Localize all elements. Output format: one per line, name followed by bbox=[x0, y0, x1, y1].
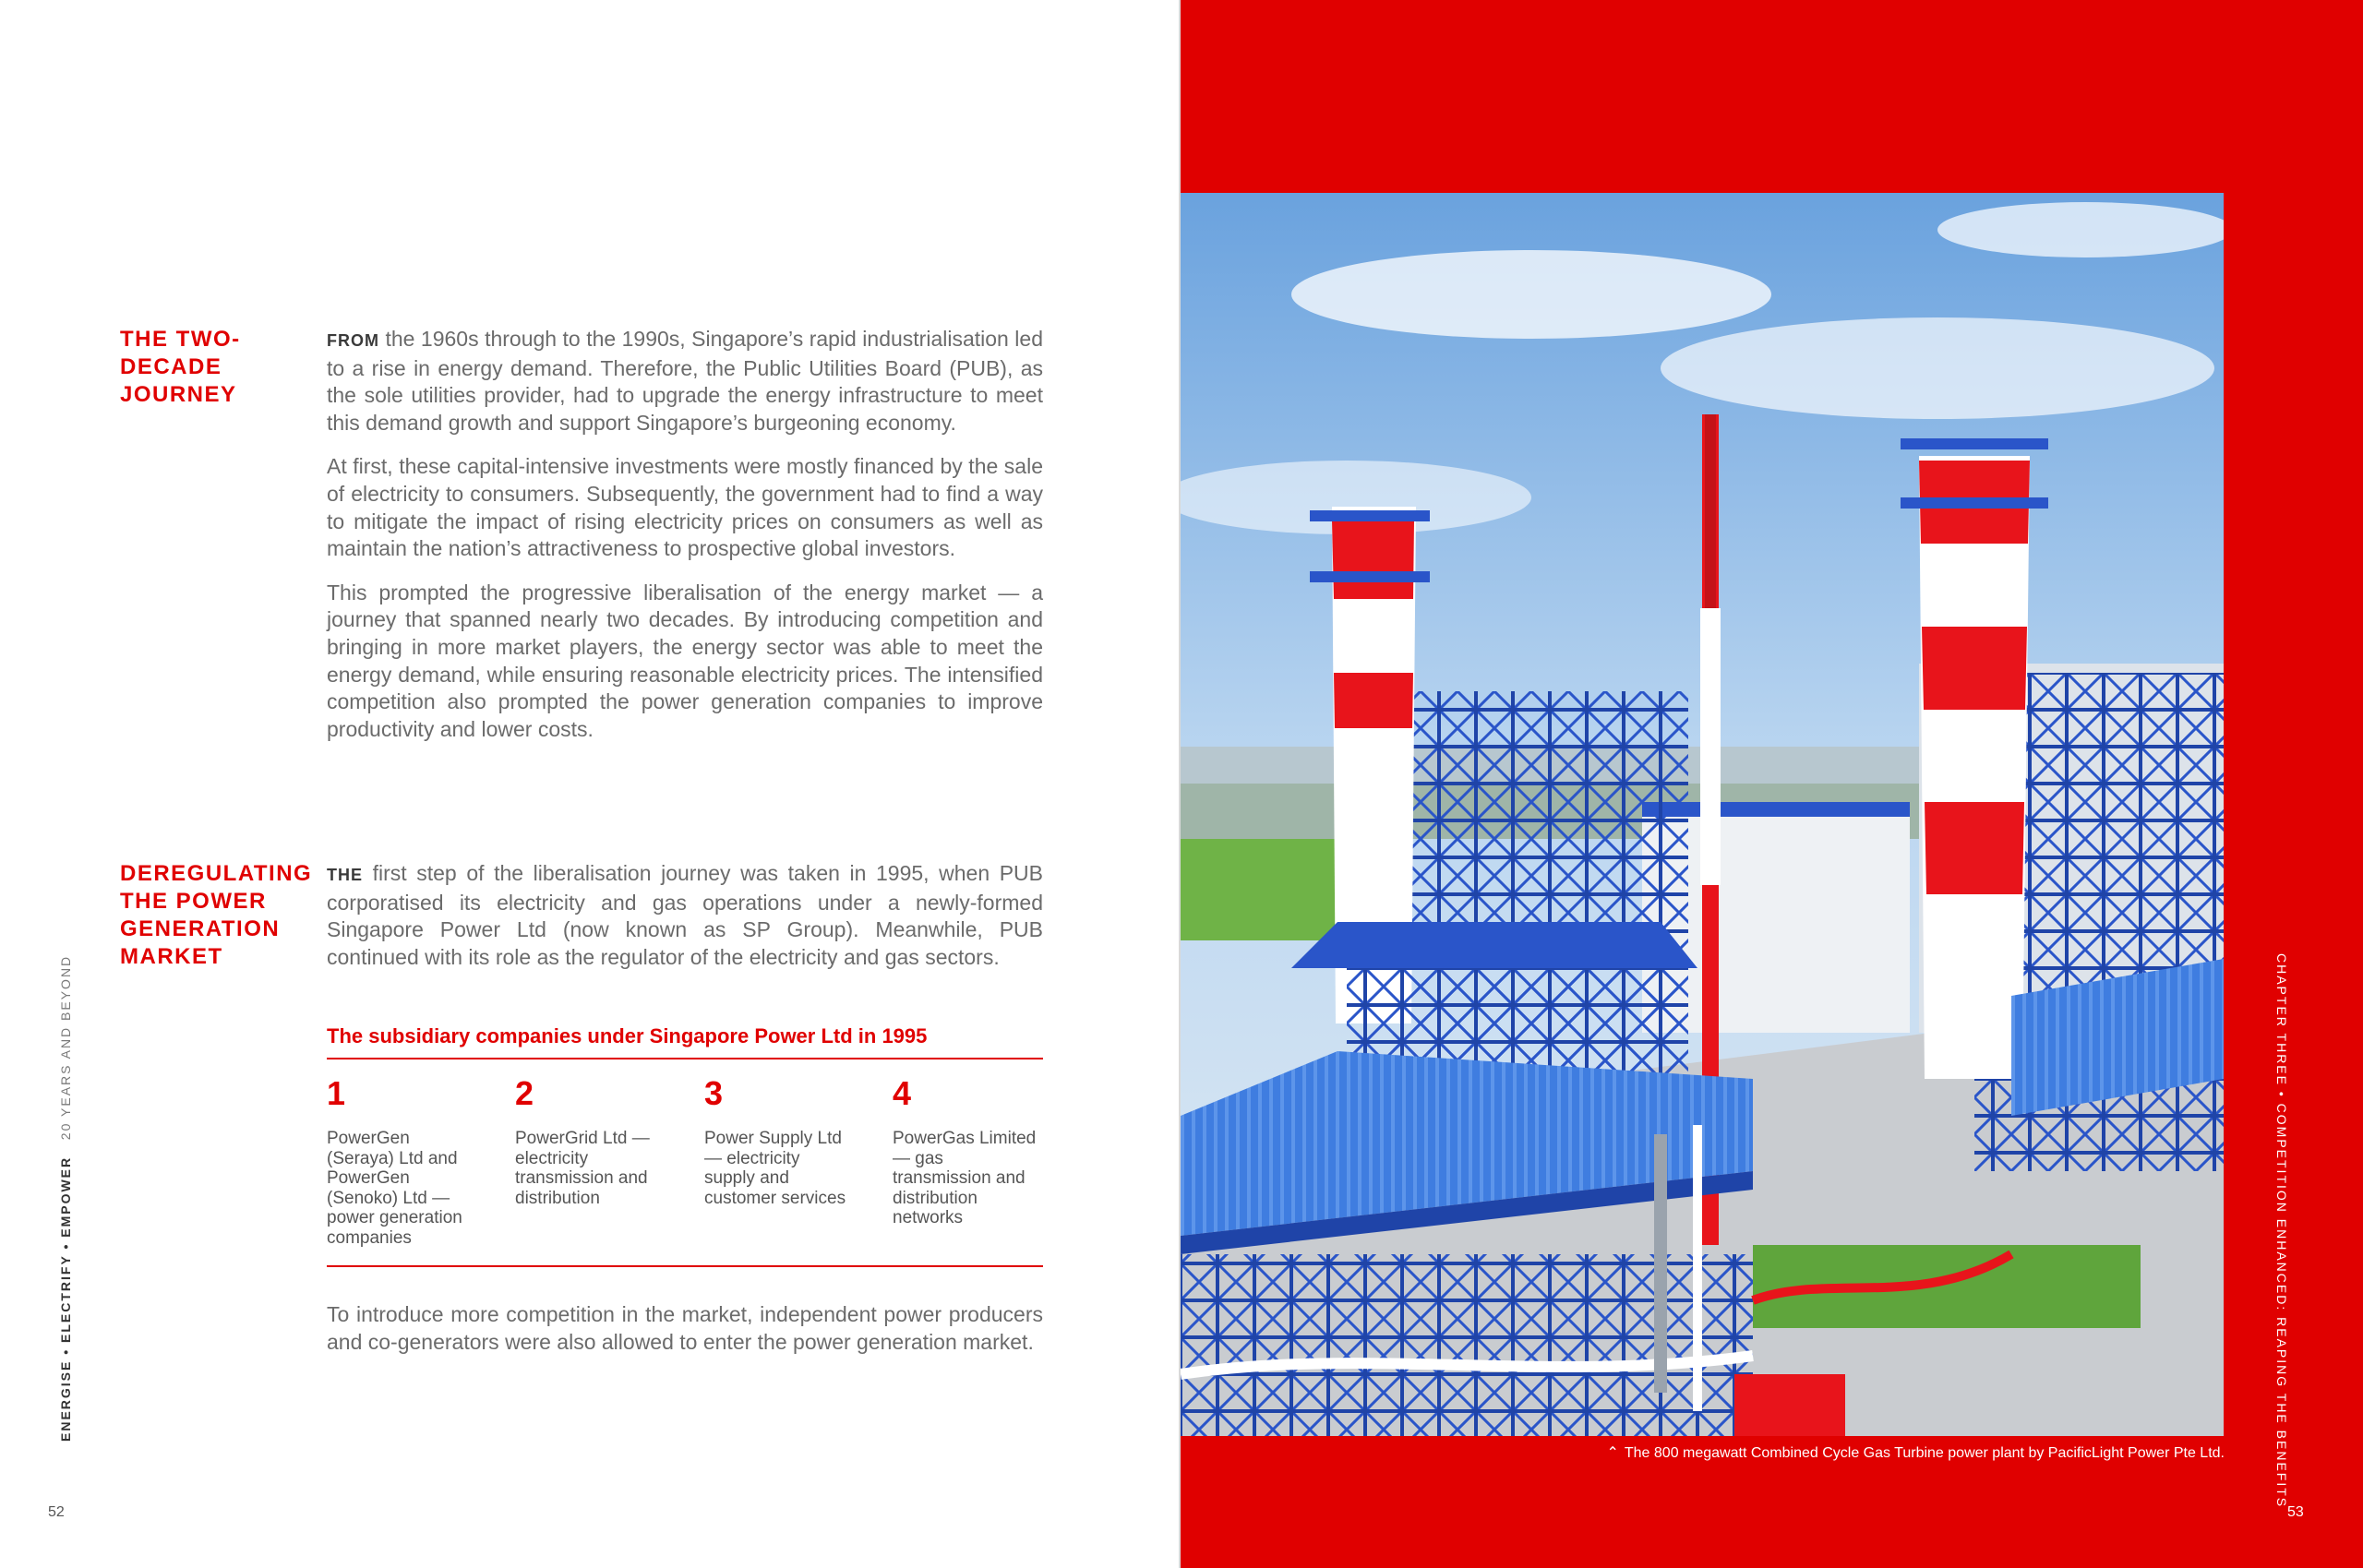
paragraph-text: first step of the liberalisation journey was taken in 1995, when PUB corporatised its electricity and gas operations under a newly-formed Singapore Power Ltd (now known as SP Group). Meanwhile, PUB continued with its role as the regulator of the electricity and gas sectors. bbox=[327, 861, 1044, 969]
page-number-right: 53 bbox=[2287, 1504, 2304, 1520]
section-title-two-decade-journey bbox=[120, 326, 241, 409]
running-head-left bbox=[58, 955, 73, 1442]
section-body-two-decade-journey bbox=[327, 326, 1043, 760]
subsidiary-number: 1 bbox=[327, 1074, 346, 1112]
power-plant-photo bbox=[1181, 193, 2224, 1436]
paragraph: This prompted the progressive liberalisation of the energy market — a journey that spanned nearly two decades. By introducing competition and bringing in more market players, the energy sector was able to meet the energy demand, while ensuring reasonable electricity prices. The intensified competition also prompted the power generation companies to improve productivity and lower costs. bbox=[327, 580, 1043, 741]
subsidiary-item-1 bbox=[327, 1075, 474, 1248]
paragraph bbox=[327, 326, 1043, 437]
title-line: DEREGULATING bbox=[120, 861, 313, 886]
subsidiaries-bottom-rule bbox=[327, 1265, 1043, 1267]
page-number-left: 52 bbox=[48, 1504, 65, 1520]
title-line: THE TWO- bbox=[120, 327, 241, 352]
subsidiaries-top-rule bbox=[327, 1058, 1043, 1059]
running-head-right: CHAPTER THREE • COMPETITION ENHANCED: REAPING THE BENEFITS bbox=[2274, 953, 2289, 1509]
subsidiary-item-3 bbox=[704, 1075, 852, 1208]
title-line: MARKET bbox=[120, 944, 223, 969]
paragraph: At first, these capital-intensive investments were mostly financed by the sale of electricity to consumers. Subsequently, the government had to find a way to mitigate the impact of rising electricity prices on consumers as well as maintain the nation’s attractiveness to prospective global investors. bbox=[327, 454, 1043, 561]
section-title-deregulating bbox=[120, 860, 312, 971]
subsidiary-number: 2 bbox=[515, 1074, 534, 1112]
caret-up-icon: ⌃ bbox=[1606, 1445, 1619, 1461]
title-line: JOURNEY bbox=[120, 382, 237, 407]
section-body-deregulating bbox=[327, 860, 1043, 987]
left-page bbox=[0, 0, 1180, 1568]
caption-text: The 800 megawatt Combined Cycle Gas Turbine power plant by PacificLight Power Pte Ltd. bbox=[1624, 1445, 2225, 1461]
closing-paragraph-block bbox=[327, 1301, 1043, 1372]
title-line: GENERATION bbox=[120, 916, 281, 941]
paragraph: To introduce more competition in the market, independent power producers and co-generators were also allowed to enter the power generation market. bbox=[327, 1302, 1043, 1354]
lead-word: FROM bbox=[327, 331, 379, 350]
subsidiary-description: Power Supply Ltd — electricity supply and customer services bbox=[704, 1129, 846, 1208]
paragraph bbox=[327, 860, 1043, 971]
photo-caption bbox=[1588, 1444, 2225, 1463]
subsidiary-number: 4 bbox=[893, 1074, 912, 1112]
lead-word: THE bbox=[327, 866, 363, 884]
subsidiary-description: PowerGen (Seraya) Ltd and PowerGen (Senoko) Ltd — power generation companies bbox=[327, 1129, 462, 1248]
subsidiary-description: PowerGas Limited — gas transmission and distribution networks bbox=[893, 1129, 1037, 1227]
paragraph-text: the 1960s through to the 1990s, Singapore’s rapid industrialisation led to a rise in energy demand. Therefore, the Public Utilities Board (PUB), as the sole utilities provider, had to upgrade the energy infrastructure to meet this demand growth and support Singapore’s burgeoning economy. bbox=[327, 327, 1044, 435]
subsidiary-item-4 bbox=[893, 1075, 1040, 1228]
subsidiary-description: PowerGrid Ltd — electricity transmission and distribution bbox=[515, 1129, 650, 1208]
title-line: DECADE bbox=[120, 354, 222, 379]
subsidiaries-heading: The subsidiary companies under Singapore Power Ltd in 1995 bbox=[327, 1024, 928, 1047]
subsidiary-item-2 bbox=[515, 1075, 663, 1208]
running-head-subtitle: 20 YEARS AND BEYOND bbox=[58, 954, 73, 1141]
title-line: THE POWER bbox=[120, 889, 267, 914]
subsidiary-number: 3 bbox=[704, 1074, 724, 1112]
running-head-series: ENERGISE • ELECTRIFY • EMPOWER bbox=[58, 1155, 73, 1442]
